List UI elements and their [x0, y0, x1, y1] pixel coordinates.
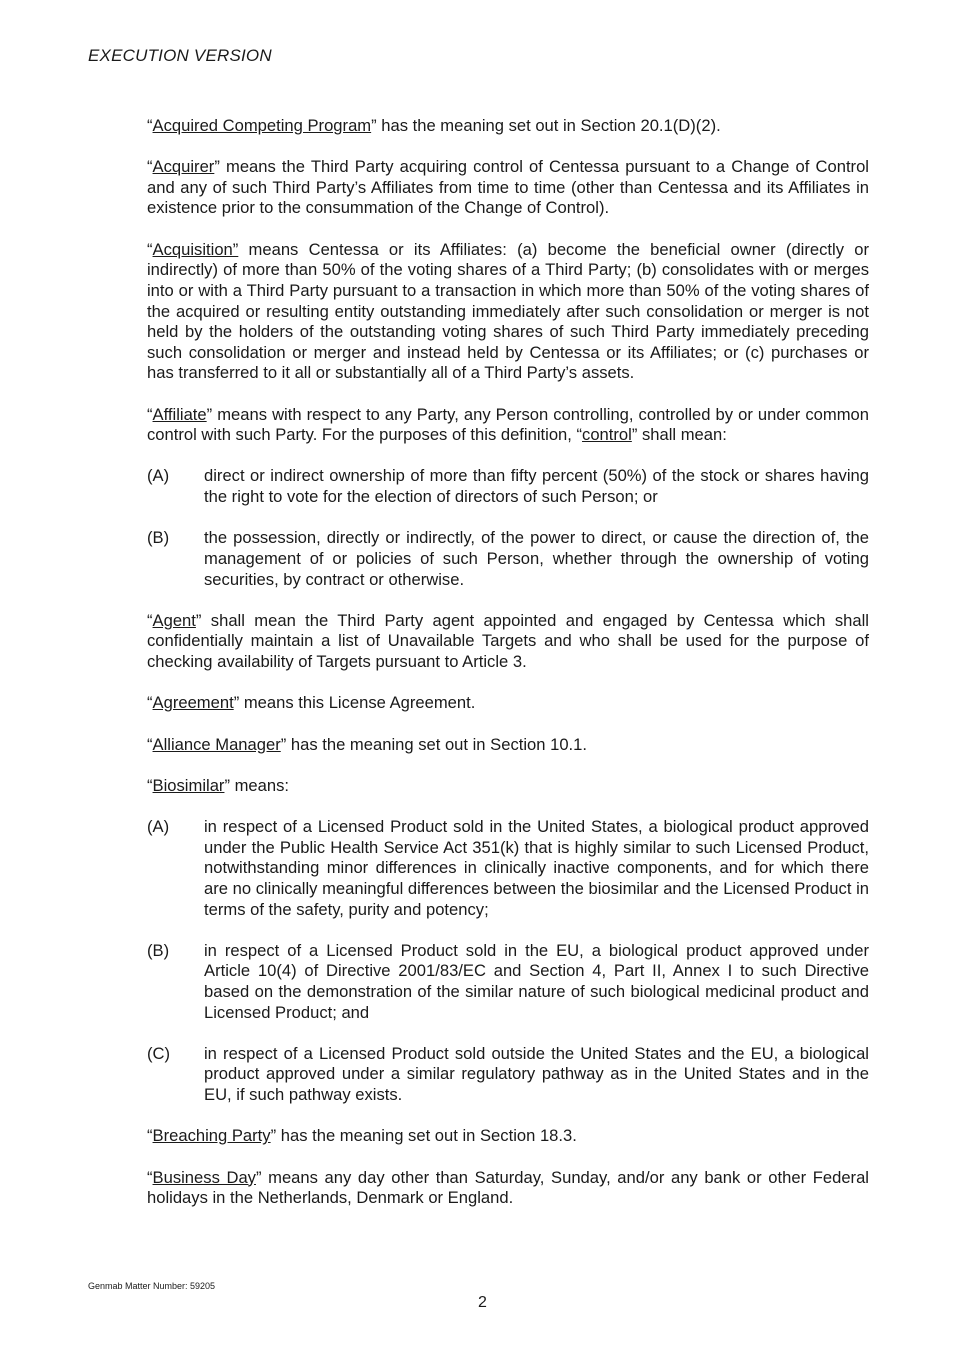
list-item-text: direct or indirect ownership of more than fifty percent (50%) of the stock or shares having the right to vote for the election of directors of such Person; or	[204, 466, 869, 507]
definition-text: means the Third Party acquiring control of Centessa pursuant to a Change of Control and any of such Third Party’s Affiliates from time to time (other than Centessa and its Affiliates in existence prior to the consummation of the Change of Control).	[147, 157, 869, 218]
definition-text: means:	[229, 775, 290, 795]
definition-agreement: “Agreement” means this License Agreement.	[147, 693, 476, 713]
defined-term: Breaching Party	[152, 1126, 271, 1146]
defined-term: Business Day	[152, 1167, 256, 1187]
definition-text: ” shall mean:	[631, 425, 727, 445]
defined-term: Agent	[152, 610, 196, 630]
list-item-label: (A)	[147, 466, 170, 486]
list-item	[147, 941, 869, 1023]
list-item	[147, 817, 869, 920]
list-item-label: (A)	[147, 817, 170, 837]
defined-term: Affiliate	[152, 404, 207, 424]
definition-text: has the meaning set out in Section 18.3.	[276, 1126, 577, 1146]
definitions-body	[147, 116, 869, 1209]
list-item-label: (B)	[147, 940, 170, 960]
list-item-label: (B)	[147, 528, 170, 548]
definition-business-day: “Business Day” means any day other than Saturday, Sunday, and/or any bank or other Federal holidays in the Netherlands, Denmark or England.	[147, 1167, 869, 1208]
definition-affiliate: “Affiliate” means with respect to any Party, any Person controlling, controlled by or under common control with such Party. For the purposes of this definition, “control” shall mean:	[147, 404, 869, 445]
definition-biosimilar: “Biosimilar” means:	[147, 775, 290, 795]
list-item-text: in respect of a Licensed Product sold outside the United States and the EU, a biological product approved under a similar regulatory pathway as in the United States and in the EU, if such pathway exists.	[204, 1043, 869, 1105]
definition-text: has the meaning set out in Section 10.1.	[286, 734, 588, 754]
document-header: EXECUTION VERSION	[88, 46, 272, 65]
list-item-text: the possession, directly or indirectly, of the power to direct, or cause the direction of, the management of or policies of such Person, whether through the ownership of voting securities, by contract or otherwise.	[204, 528, 869, 589]
list-item	[147, 466, 869, 507]
defined-term: Alliance Manager	[152, 734, 281, 754]
defined-term: Biosimilar	[152, 775, 225, 795]
list-item-label: (C)	[147, 1043, 171, 1063]
definition-acquired-competing-program: “Acquired Competing Program” has the meaning set out in Section 20.1(D)(2).	[147, 116, 721, 135]
defined-term: Acquisition”	[152, 239, 239, 259]
matter-number: Genmab Matter Number: 59205	[88, 1281, 216, 1291]
defined-term: Acquirer	[152, 157, 215, 177]
page-number: 2	[478, 1294, 487, 1311]
list-item	[147, 1044, 869, 1106]
list-item	[147, 528, 869, 590]
definition-text: means any day other than Saturday, Sunday, and/or any bank or other Federal holidays in the Netherlands, Denmark or England.	[147, 1167, 869, 1208]
defined-term-control: control	[582, 425, 632, 445]
definition-breaching-party: “Breaching Party” has the meaning set out in Section 18.3.	[147, 1126, 577, 1146]
definition-text: means with respect to any Party, any Person controlling, controlled by or under common control with such Party. For the purposes of this definition, “	[147, 404, 869, 445]
definition-acquirer: “Acquirer” means the Third Party acquiring control of Centessa pursuant to a Change of Control and any of such Third Party’s Affiliates from time to time (other than Centessa and its Affiliates in existence prior to the consummation of the Change of Control).	[147, 157, 869, 218]
definition-acquisition: “Acquisition” means Centessa or its Affiliates: (a) become the beneficial owner (directly or indirectly) of more than 50% of the voting shares of a Third Party; (b) consolidates with or merges into or with a Third Party pursuant to a transaction in which more than 50% of the voting shares of the acquired or resulting entity outstanding immediately after such consolidation or merger is not held by the holders of the outstanding voting shares of such Third Party immediately preceding such consolidation or merger and instead held by Centessa or its Affiliates; or (c) purchases or has transferred to it all or substantially all of a Third Party’s assets.	[147, 239, 869, 383]
definition-text: shall mean the Third Party agent appointed and engaged by Centessa which shall confidentially maintain a list of Unavailable Targets and who shall be used for the purpose of checking availability of Targets pursuant to Article 3.	[147, 610, 869, 671]
list-item-text: in respect of a Licensed Product sold in the United States, a biological product approved under the Public Health Service Act 351(k) that is highly similar to such Licensed Product, notwithstanding minor differences in clinically inactive components, and for which there are no clinically meaningful differences between the biosimilar and the Licensed Product in terms of the safety, purity and potency;	[204, 817, 869, 919]
definition-text: means Centessa or its Affiliates: (a) become the beneficial owner (directly or indirectly) of more than 50% of the voting shares of a Third Party; (b) consolidates with or merges into or with a Third Party pursuant to a transaction in which more than 50% of the voting shares of the acquired or resulting entity outstanding immediately after such consolidation or merger is not held by the holders of the outstanding voting shares of such Third Party immediately preceding such consolidation or merger and instead held by Centessa or its Affiliates; or (c) purchases or has transferred to it all or substantially all of a Third Party’s assets.	[147, 239, 869, 383]
definition-alliance-manager: “Alliance Manager” has the meaning set out in Section 10.1.	[147, 734, 588, 754]
defined-term: Agreement	[152, 693, 234, 713]
definition-text: means this License Agreement.	[239, 693, 476, 713]
defined-term: Acquired Competing Program	[152, 116, 372, 135]
definition-agent: “Agent” shall mean the Third Party agent appointed and engaged by Centessa which shall confidentially maintain a list of Unavailable Targets and who shall be used for the purpose of checking availability of Targets pursuant to Article 3.	[147, 610, 869, 671]
definition-text: has the meaning set out in Section 20.1(D)(2).	[376, 116, 721, 135]
list-item-text: in respect of a Licensed Product sold in the EU, a biological product approved under Article 10(4) of Directive 2001/83/EC and Section 4, Part II, Annex I to such Directive based on the demonstration of the similar nature of such biological medicinal product and Licensed Product; and	[204, 940, 869, 1022]
